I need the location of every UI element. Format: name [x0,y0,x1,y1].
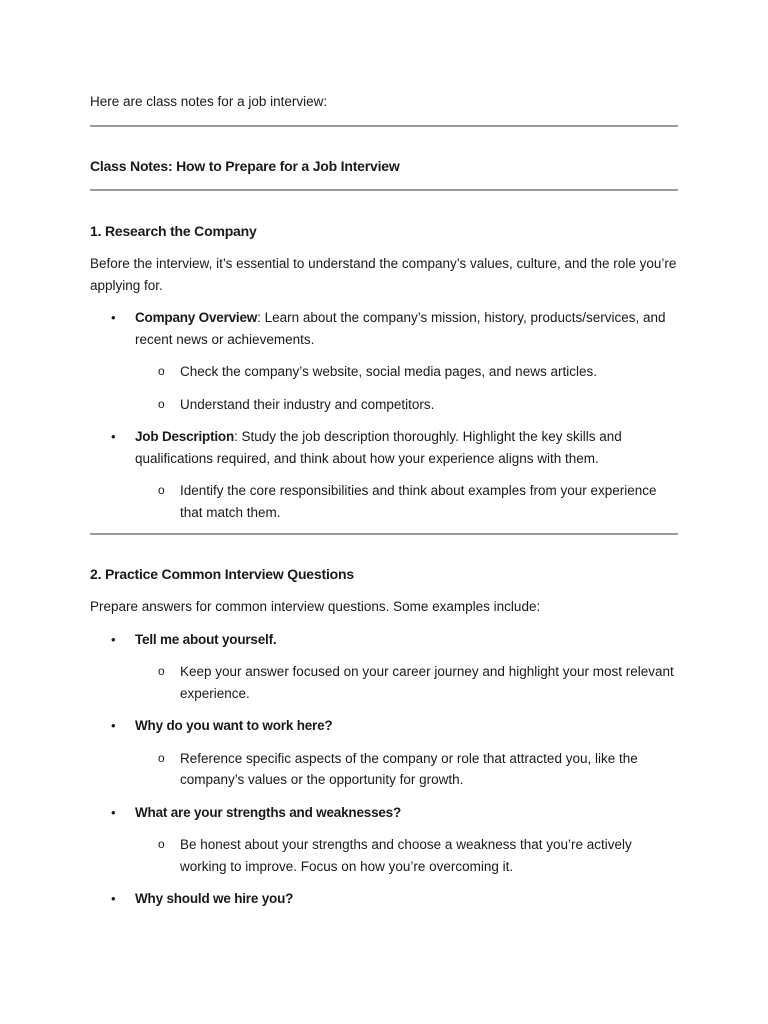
list-item [90,307,678,415]
circle-bullet-icon: o [158,483,165,497]
sub-list-item [90,361,678,383]
document-title: Class Notes: How to Prepare for a Job Interview [90,158,400,174]
item-term: Why do you want to work here? [135,718,333,733]
sub-item-text: Reference specific aspects of the company or role that attracted you, like the company’s values or the opportunity for growth. [180,750,638,787]
item-text: : Study the job description thoroughly. Highlight the key skills and qualifications required, and think about how your experience aligns with them. [135,429,622,466]
item-term: What are your strengths and weaknesses? [135,804,402,820]
divider-top [90,125,678,127]
sub-item-text: Understand their industry and competitors. [180,396,435,412]
bullet-icon: • [111,310,116,325]
bullet-icon: • [111,804,116,820]
sub-list [90,661,678,704]
circle-bullet-icon: o [158,750,165,765]
list-item [90,802,678,878]
section-practice-questions [90,565,678,910]
intro-text: Here are class notes for a job interview: [90,94,328,109]
bullet-list [90,629,678,910]
section-research-company [90,222,678,523]
section-heading: 1. Research the Company [90,223,257,239]
sub-list-item [90,661,678,704]
item-term: Company Overview [135,310,258,325]
list-item [90,426,678,523]
item-text: : Learn about the company’s mission, history, products/services, and recent news or achievements. [135,310,666,347]
circle-bullet-icon: o [158,664,165,678]
list-item [90,629,678,705]
item-term: Job Description [135,429,235,444]
sub-list [90,748,678,791]
sub-item-text: Check the company’s website, social media pages, and news articles. [180,364,597,379]
list-item [90,715,678,791]
circle-bullet-icon: o [158,364,165,378]
sub-list-item [90,394,678,416]
section-paragraph: Prepare answers for common interview questions. Some examples include: [90,599,541,614]
section-heading: 2. Practice Common Interview Questions [90,566,354,582]
list-item [90,888,678,910]
item-term: Tell me about yourself. [135,631,277,647]
section-paragraph: Before the interview, it’s essential to understand the company’s values, culture, and the role you’re applying for. [90,256,677,293]
sub-item-text: Be honest about your strengths and choose a weakness that you’re actively working to improve. Focus on how you’re overcoming it. [180,837,632,874]
item-term: Why should we hire you? [135,891,294,906]
bullet-icon: • [111,718,116,733]
circle-bullet-icon: o [158,837,165,851]
bullet-icon: • [111,429,116,444]
bullet-icon: • [111,891,116,906]
sub-item-text: Keep your answer focused on your career journey and highlight your most relevant experience. [180,664,674,701]
divider-section-break [90,533,678,535]
sub-item-text: Identify the core responsibilities and think about examples from your experience that match them. [180,483,657,520]
circle-bullet-icon: o [158,396,165,411]
sub-list [90,361,678,415]
sub-list [90,480,678,523]
bullet-icon: • [111,631,116,647]
sub-list-item [90,834,678,877]
sub-list-item [90,748,678,791]
bullet-list [90,307,678,523]
sub-list-item [90,480,678,523]
divider-after-title [90,189,678,191]
sub-list [90,834,678,877]
